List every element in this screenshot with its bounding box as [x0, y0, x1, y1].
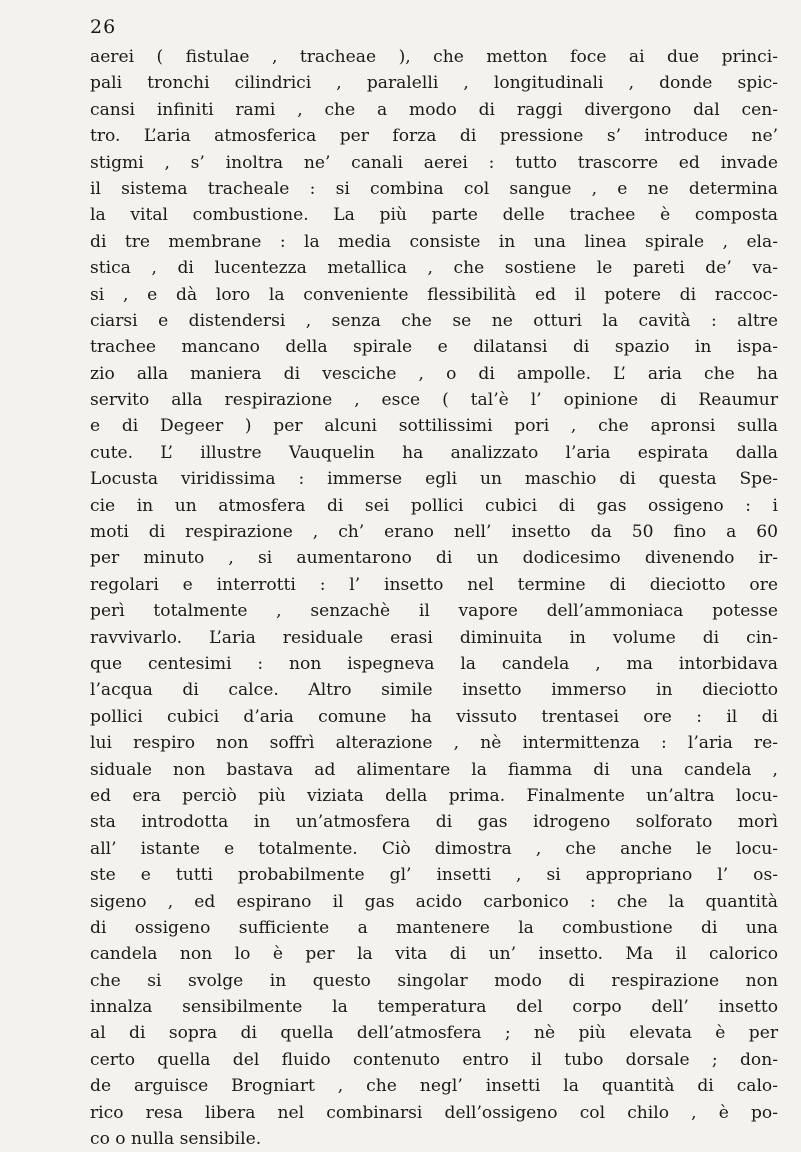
text-line: perì totalmente , senzachè il vapore dell’ammoniaca potesse: [90, 601, 778, 622]
text-line: cute. L’ illustre Vauquelin ha analizzato l’aria espirata dalla: [90, 442, 778, 463]
text-line: di ossigeno sufficiente a mantenere la combustione di una: [90, 917, 778, 938]
text-line: de arguisce Brogniart , che negl’ insetti la quantità di calo-: [90, 1076, 778, 1097]
text-line: il sistema tracheale : si combina col sangue , e ne determina: [90, 178, 778, 199]
text-line: aerei ( fistulae , tracheae ), che metton foce ai due princi-: [90, 47, 778, 67]
text-line: e di Degeer ) per alcuni sottilissimi pori , che apronsi sulla: [90, 416, 778, 437]
text-line: stigmi , s’ inoltra ne’ canali aerei : tutto trascorre ed invade: [90, 152, 778, 173]
text-line: che si svolge in questo singolar modo di respirazione non: [90, 970, 778, 991]
text-line: siduale non bastava ad alimentare la fiamma di una candela ,: [90, 759, 778, 780]
text-line: sta introdotta in un’atmosfera di gas idrogeno solforato morì: [90, 812, 778, 833]
body-text: [90, 44, 778, 1152]
text-line: ravvivarlo. L’aria residuale erasi diminuita in volume di cin-: [90, 627, 778, 648]
text-line: Locusta viridissima : immerse egli un maschio di questa Spe-: [90, 469, 778, 490]
text-line: sigeno , ed espirano il gas acido carbonico : che la quantità: [90, 891, 778, 912]
text-line: servito alla respirazione , esce ( tal’è l’ opinione di Reaumur: [90, 390, 778, 411]
text-line: cansi infiniti rami , che a modo di raggi divergono dal cen-: [90, 99, 778, 120]
text-line: moti di respirazione , ch’ erano nell’ insetto da 50 fino a 60: [90, 522, 778, 543]
text-line: ciarsi e distendersi , senza che se ne otturi la cavità : altre: [90, 310, 778, 331]
text-line: pali tronchi cilindrici , paralelli , longitudinali , donde spic-: [90, 73, 778, 94]
text-line: certo quella del fluido contenuto entro il tubo dorsale ; don-: [90, 1049, 778, 1070]
text-line: ste e tutti probabilmente gl’ insetti , si appropriano l’ os-: [90, 865, 778, 886]
page-number: 26: [90, 16, 117, 38]
text-line: zio alla maniera di vesciche , o di ampolle. L’ aria che ha: [90, 363, 778, 384]
text-line: pollici cubici d’aria comune ha vissuto trentasei ore : il di: [90, 706, 778, 727]
text-line: tro. L’aria atmosferica per forza di pressione s’ introduce ne’: [90, 126, 778, 147]
text-line: regolari e interrotti : l’ insetto nel termine di dieciotto ore: [90, 574, 778, 595]
text-line: all’ istante e totalmente. Ciò dimostra , che anche le locu-: [90, 838, 778, 859]
text-line: co o nulla sensibile.: [90, 1129, 262, 1150]
text-line: stica , di lucentezza metallica , che sostiene le pareti de’ va-: [90, 258, 778, 279]
text-line: per minuto , si aumentarono di un dodicesimo divenendo ir-: [90, 548, 778, 569]
text-line: innalza sensibilmente la temperatura del corpo dell’ insetto: [90, 997, 778, 1018]
text-line: lui respiro non soffrì alterazione , nè intermittenza : l’aria re-: [90, 733, 778, 754]
text-line: ed era perciò più viziata della prima. Finalmente un’altra locu-: [90, 785, 778, 806]
text-line: si , e dà loro la conveniente flessibilità ed il potere di raccoc-: [90, 284, 778, 305]
text-line: trachee mancano della spirale e dilatansi di spazio in ispa-: [90, 337, 778, 358]
text-line: al di sopra di quella dell’atmosfera ; nè più elevata è per: [90, 1023, 778, 1044]
text-line: l’acqua di calce. Altro simile insetto immerso in dieciotto: [90, 680, 778, 701]
text-line: candela non lo è per la vita di un’ insetto. Ma il calorico: [90, 944, 778, 965]
text-line: la vital combustione. La più parte delle trachee è composta: [90, 205, 778, 226]
text-line: rico resa libera nel combinarsi dell’ossigeno col chilo , è po-: [90, 1102, 778, 1123]
text-line: di tre membrane : la media consiste in una linea spirale , ela-: [90, 231, 778, 252]
text-line: que centesimi : non ispegneva la candela , ma intorbidava: [90, 653, 778, 674]
text-line: cie in un atmosfera di sei pollici cubici di gas ossigeno : i: [90, 495, 778, 516]
